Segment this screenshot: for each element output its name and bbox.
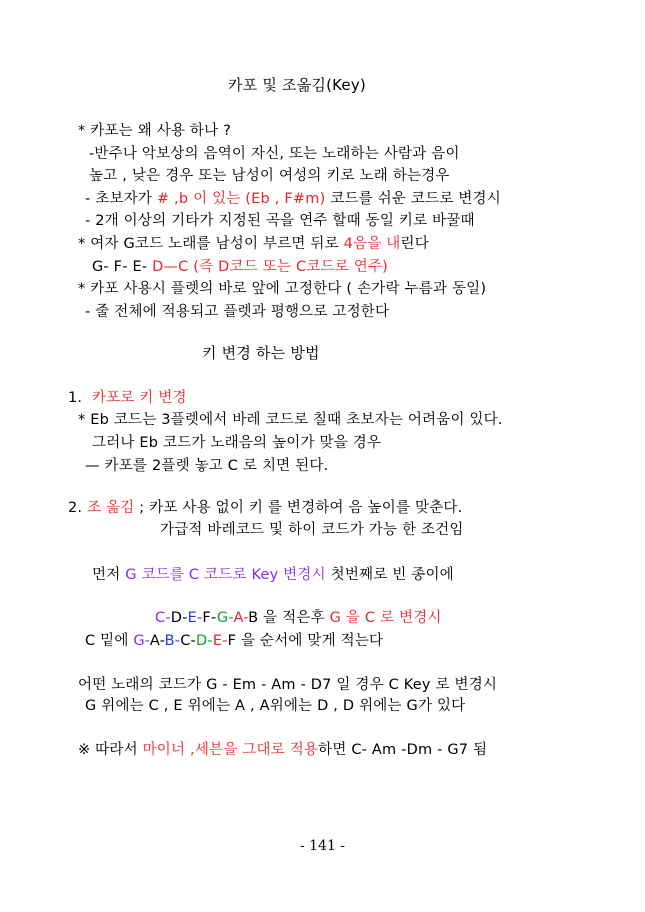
scale-bottom-lead: C 밑에: [85, 633, 134, 649]
reason-line-5: [78, 235, 429, 253]
item2-number: 2.: [68, 500, 83, 516]
reason-line-4: - 2개 이상의 기타가 지정된 곡을 연주 할때 동일 키로 바꿀때: [85, 213, 475, 229]
item2-title: 조 옮김: [87, 500, 135, 516]
note-c: C-: [155, 610, 171, 626]
first-step-a: 먼저: [92, 567, 126, 583]
item1-number: 1.: [68, 390, 83, 406]
reason-line-5-a: * 여자 G코드 노래를 남성이 부르면 뒤로: [78, 236, 344, 252]
reason-line-3-a: - 초보자가: [85, 191, 157, 207]
note-e-under-a: E-: [212, 633, 228, 649]
first-step-line: [92, 566, 454, 584]
four-notes-highlight: 4음을 내: [343, 236, 401, 252]
reason-line-1: -반주나 악보상의 음역이 자신, 또는 노래하는 사람과 음이: [89, 146, 460, 162]
note-d-under-g: D-: [196, 633, 213, 649]
reason-line-6-a: G- F- E-: [92, 259, 153, 275]
d-c-highlight: D—C (즉 D코드 또는 C코드로 연주): [152, 259, 388, 275]
note-f-under-b: F: [227, 633, 237, 649]
key-change-highlight: G 코드를 C 코드로 Key 변경시: [125, 567, 326, 583]
item2-heading: [68, 499, 462, 517]
page-title: 카포 및 조옮김(Key): [228, 76, 366, 94]
reason-line-3-c: 코드를 쉬운 코드로 변경시: [325, 191, 501, 207]
note-b: B: [248, 610, 259, 626]
item1-line-2: 그러나 Eb 코드가 노래음의 높이가 맞을 경우: [92, 435, 382, 451]
minor-seventh-highlight: 마이너 ,세븐을 그대로 적용: [142, 742, 319, 758]
scale-top-tail: 을 적은후: [258, 610, 330, 626]
scale-bottom-line: [85, 632, 383, 650]
reason-line-7: * 카포 사용시 플렛의 바로 앞에 고정한다 ( 손가락 누름과 동일): [78, 281, 487, 297]
subtitle: 키 변경 하는 방법: [202, 344, 320, 362]
note-g: G-: [216, 610, 234, 626]
item2-line-2: 가급적 바레코드 및 하이 코드가 가능 한 조건임: [160, 522, 464, 538]
example-line-2: G 위에는 C , E 위에는 A , A위에는 D , D 위에는 G가 있다: [85, 698, 466, 714]
note-b-under-e: B-: [164, 633, 181, 649]
sharp-flat-highlight: # ,b 이 있는 (Eb , F#m): [156, 191, 326, 207]
reason-line-5-c: 린다: [400, 236, 429, 252]
note-f: F-: [202, 610, 217, 626]
conclusion-c: 하면 C- Am -Dm - G7 됨: [318, 742, 488, 758]
conclusion-line: [78, 741, 487, 759]
item1-line-1: * Eb 코드는 3플렛에서 바레 코드로 칠때 초보자는 어려움이 있다.: [78, 412, 503, 428]
reason-line-2: 높고 , 낮은 경우 또는 남성이 여성의 키로 노래 하는경우: [89, 168, 450, 184]
reason-line-8: - 줄 전체에 적용되고 플렛과 평행으로 고정한다: [85, 304, 390, 320]
page-number: - 141 -: [299, 838, 346, 854]
example-line-1: 어떤 노래의 코드가 G - Em - Am - D7 일 경우 C Key 로 변경시: [78, 677, 498, 693]
note-a-under-d: A-: [149, 633, 165, 649]
scale-bottom-tail: 을 순서에 맞게 적는다: [236, 633, 384, 649]
item1-heading: [68, 389, 187, 407]
note-d: D-: [170, 610, 188, 626]
g-to-c-highlight: G 을 C 로 변경시: [329, 610, 442, 626]
conclusion-a: ※ 따라서: [78, 742, 143, 758]
why-capo-heading: * 카포는 왜 사용 하나 ?: [78, 123, 232, 139]
note-e: E-: [187, 610, 203, 626]
reason-line-6: [92, 258, 388, 276]
item1-title: 카포로 키 변경: [91, 390, 187, 406]
note-c-under-f: C-: [180, 633, 196, 649]
item2-desc: ; 카포 사용 없이 키 를 변경하여 음 높이를 맞춘다.: [134, 500, 463, 516]
reason-line-3: [85, 190, 501, 208]
first-step-c: 첫번째로 빈 종이에: [325, 567, 454, 583]
note-a: A-: [233, 610, 249, 626]
scale-top-line: [155, 609, 442, 627]
item1-line-3: — 카포를 2플렛 놓고 C 로 치면 된다.: [85, 458, 329, 474]
note-g-under-c: G-: [133, 633, 150, 649]
